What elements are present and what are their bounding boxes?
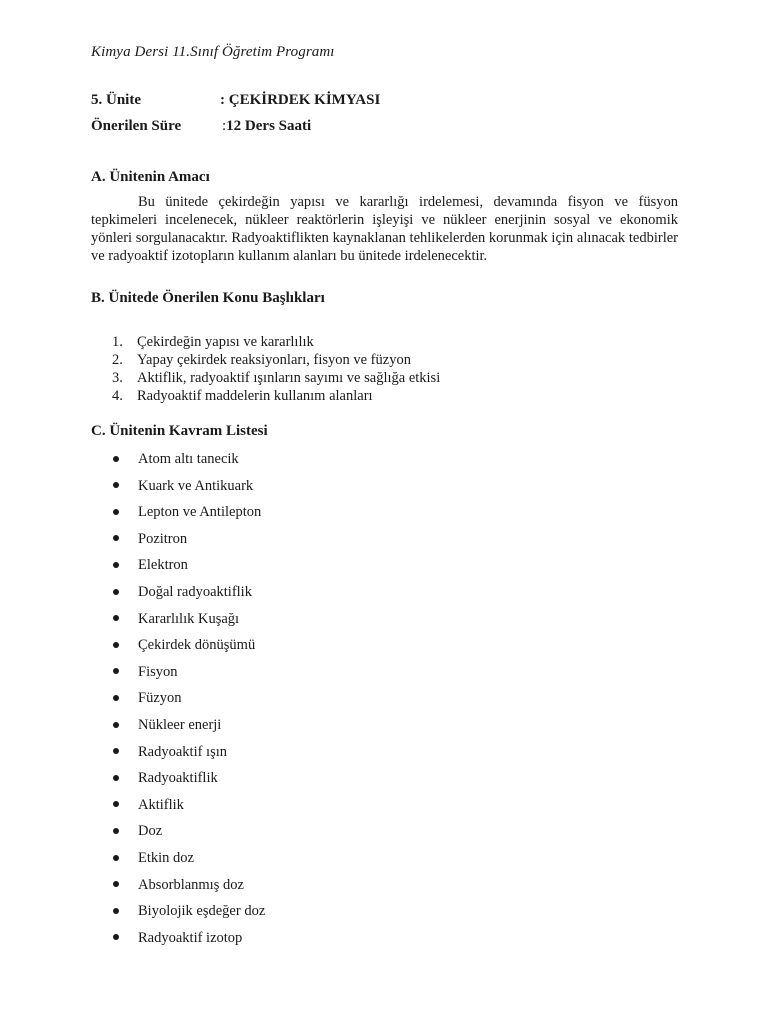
concept-list-item (113, 848, 265, 875)
bullet-icon (113, 482, 119, 488)
concept-text: Biyolojik eşdeğer doz (138, 903, 266, 920)
concept-list-item (113, 795, 265, 822)
topic-number: 4. (112, 388, 123, 404)
bullet-icon (113, 881, 119, 887)
duration-label: Önerilen Süre (91, 118, 182, 134)
concept-text: Fisyon (138, 663, 178, 680)
bullet-icon (113, 934, 119, 940)
topic-list-item (112, 369, 440, 387)
concept-text: Atom altı tanecik (138, 451, 239, 467)
section-a-paragraph: Bu ünitede çekirdeğin yapısı ve kararlığı irdelemesi, devamında fisyon ve füsyon tepkimeleri incelenecek, nükleer reaktörlerin işleyişi ve nükleer enerjinin sosyal ve ekonomik yönleri sorgulanacaktır. Radyoaktiflikten kaynaklanan tehlikelerden korunmak için alınacak tedbirler ve radyoaktif izotopların kullanım alanları bu ünitede irdelenecektir. (91, 194, 678, 264)
duration-colon: : (222, 118, 227, 134)
topic-list (112, 333, 440, 405)
concept-text: Radyoaktif ışın (138, 743, 228, 760)
topic-text: Radyoaktif maddelerin kullanım alanları (137, 388, 373, 404)
section-a-title: A. Ünitenin Amacı (91, 169, 210, 185)
concept-list-item (113, 609, 265, 636)
concept-list-item (113, 662, 265, 689)
concept-list-item (113, 821, 265, 848)
topic-number: 2. (112, 352, 123, 368)
concept-list-item (113, 928, 265, 955)
concept-list-item (113, 768, 265, 795)
concept-list-item (113, 715, 265, 742)
bullet-icon (113, 695, 119, 701)
concept-text: Kararlılık Kuşağı (138, 610, 240, 627)
concept-text: Radyoaktif izotop (138, 929, 243, 946)
concept-list-item (113, 582, 265, 609)
duration-row (91, 118, 311, 135)
bullet-icon (113, 456, 119, 462)
concept-list-item (113, 529, 265, 556)
concept-list-item (113, 449, 265, 476)
concept-list (113, 449, 265, 954)
concept-list-item (113, 901, 265, 928)
concept-list-item (113, 875, 265, 902)
concept-list-item (113, 635, 265, 662)
concept-text: Aktiflik (138, 796, 184, 813)
bullet-icon (113, 908, 119, 914)
bullet-icon (113, 589, 119, 595)
concept-text: Kuark ve Antikuark (138, 477, 254, 494)
bullet-icon (113, 775, 119, 781)
bullet-icon (113, 722, 119, 728)
concept-list-item (113, 555, 265, 582)
document-header: Kimya Dersi 11.Sınıf Öğretim Programı (91, 44, 335, 60)
topic-text: Yapay çekirdek reaksiyonları, fisyon ve füzyon (137, 352, 411, 368)
bullet-icon (113, 535, 119, 541)
bullet-icon (113, 642, 119, 648)
duration-value: 12 Ders Saati (226, 118, 312, 134)
concept-list-item (113, 476, 265, 503)
bullet-icon (113, 828, 119, 834)
topic-number: 3. (112, 370, 123, 386)
unit-label: 5. Ünite (91, 92, 141, 108)
concept-text: Elektron (138, 557, 188, 574)
concept-text: Doğal radyoaktiflik (138, 583, 252, 600)
concept-text: Füzyon (138, 690, 182, 707)
bullet-icon (113, 748, 119, 754)
unit-row (91, 92, 380, 109)
concept-list-item (113, 688, 265, 715)
bullet-icon (113, 509, 119, 515)
bullet-icon (113, 855, 119, 861)
bullet-icon (113, 615, 119, 621)
topic-number: 1. (112, 334, 123, 350)
section-b-title: B. Ünitede Önerilen Konu Başlıkları (91, 290, 325, 306)
concept-text: Pozitron (138, 530, 188, 547)
concept-text: Absorblanmış doz (138, 876, 244, 893)
bullet-icon (113, 801, 119, 807)
concept-text: Lepton ve Antilepton (138, 504, 262, 521)
concept-text: Nükleer enerji (138, 716, 222, 733)
concept-text: Radyoaktiflik (138, 770, 218, 787)
topic-text: Aktiflik, radyoaktif ışınların sayımı ve sağlığa etkisi (137, 370, 441, 386)
unit-value: : ÇEKİRDEK KİMYASI (220, 92, 381, 108)
bullet-icon (113, 562, 119, 568)
topic-list-item (112, 333, 440, 351)
topic-list-item (112, 387, 440, 405)
concept-list-item (113, 502, 265, 529)
concept-text: Çekirdek dönüşümü (138, 637, 256, 654)
concept-text: Etkin doz (138, 849, 194, 866)
bullet-icon (113, 668, 119, 674)
topic-text: Çekirdeğin yapısı ve kararlılık (137, 334, 314, 350)
section-c-title: C. Ünitenin Kavram Listesi (91, 423, 268, 439)
concept-list-item (113, 742, 265, 769)
topic-list-item (112, 351, 440, 369)
concept-text: Doz (138, 823, 163, 840)
